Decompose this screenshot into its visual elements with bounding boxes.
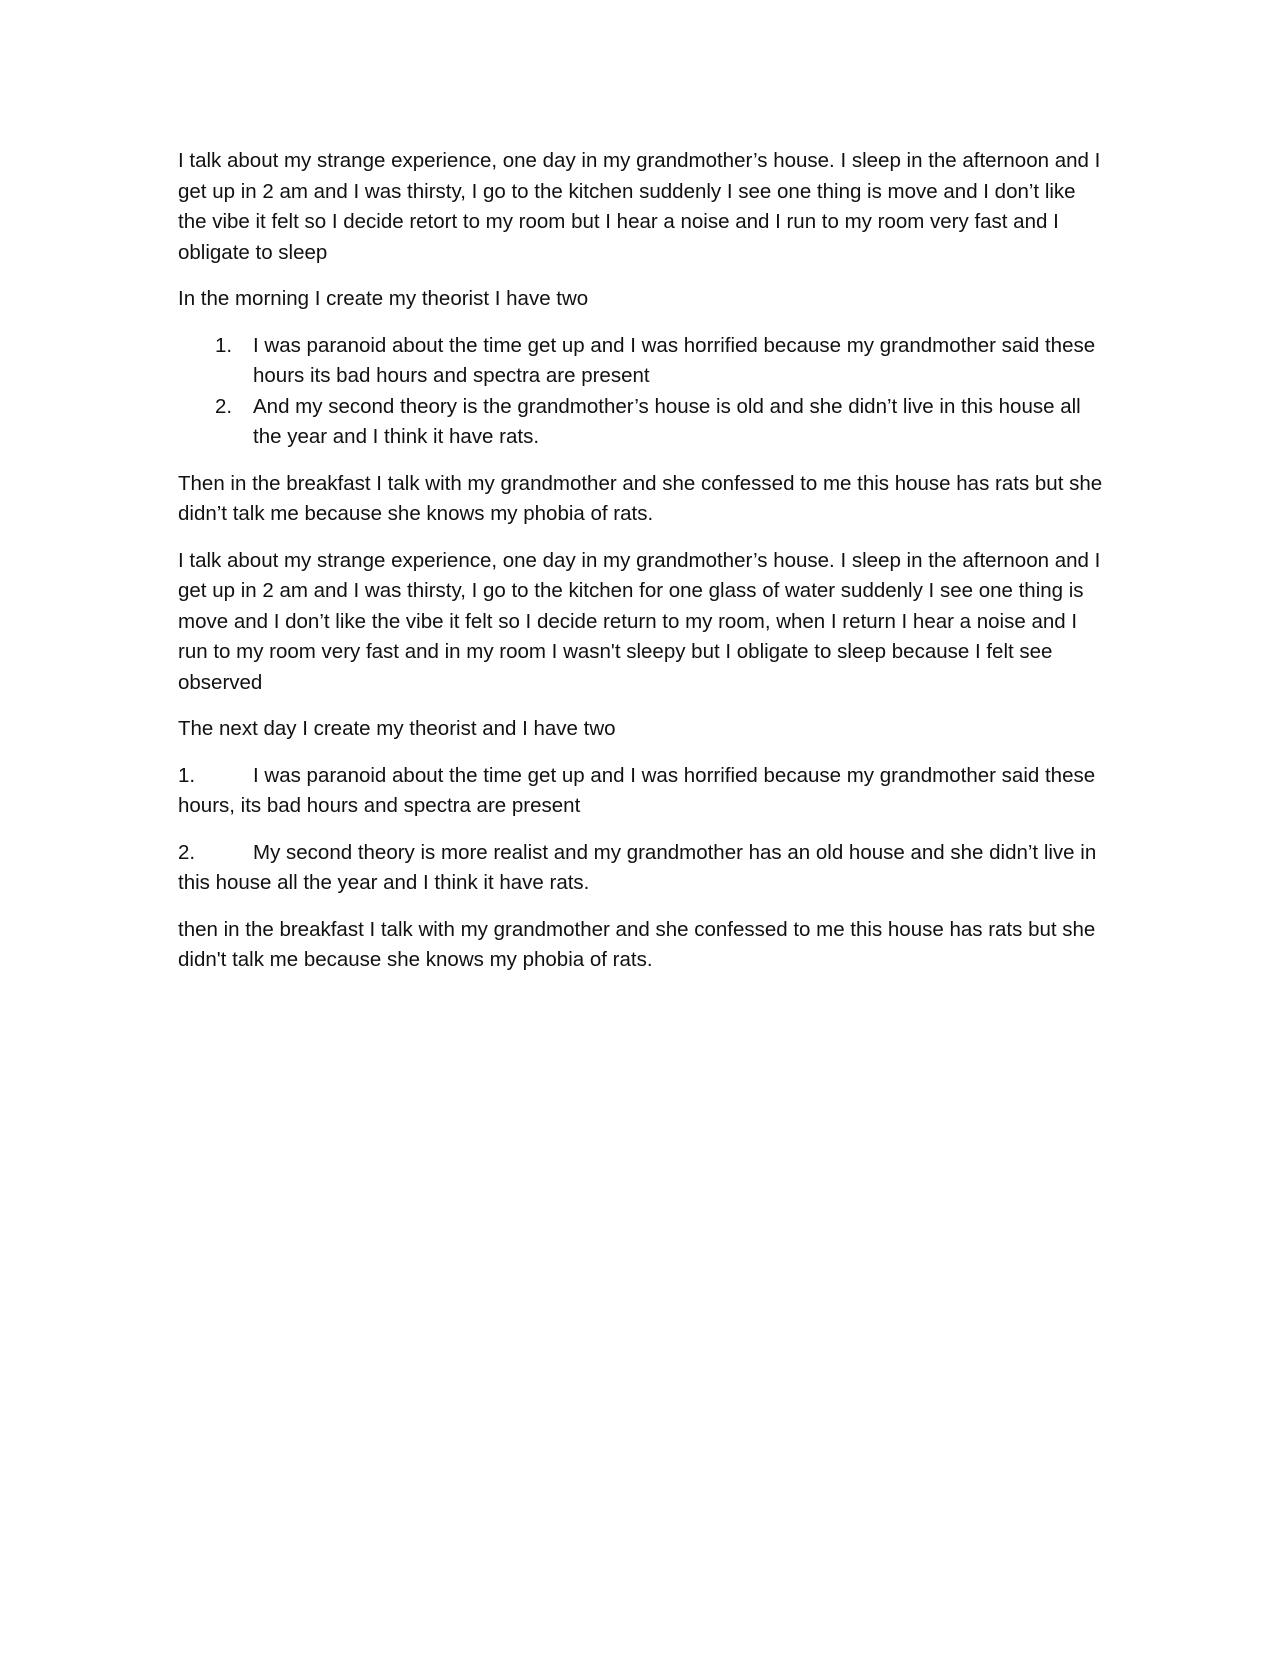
paragraph-theories-intro: In the morning I create my theorist I have two xyxy=(178,287,589,310)
list-item xyxy=(178,761,1108,822)
list-item-number: 1. xyxy=(215,333,233,357)
list-item xyxy=(178,392,1108,453)
list-item-text: And my second theory is the grandmother’s house is old and she didn’t live in this house all the year and I think it have rats. xyxy=(253,394,1081,448)
list-item-number: 2. xyxy=(178,840,196,864)
list-item-number: 2. xyxy=(215,394,233,418)
paragraph-intro: I talk about my strange experience, one day in my grandmother’s house. I sleep in the afternoon and I get up in 2 am and I was thirsty, I go to the kitchen suddenly I see one thing is move and I don’t like the vibe it felt so I decide retort to my room but I hear a noise and I run to my room very fast and I obligate to sleep xyxy=(178,149,1101,264)
list-item-text: My second theory is more realist and my grandmother has an old house and she didn’t live in this house all the year and I think it have rats. xyxy=(178,840,1097,894)
list-item-text: I was paranoid about the time get up and I was horrified because my grandmother said these hours, its bad hours and spectra are present xyxy=(178,763,1096,817)
document-body xyxy=(178,146,1108,992)
list-item xyxy=(178,838,1108,899)
list-item xyxy=(178,331,1108,392)
paragraph-breakfast: Then in the breakfast I talk with my grandmother and she confessed to me this house has rats but she didn’t talk me because she knows my phobia of rats. xyxy=(178,471,1103,525)
list-item-number: 1. xyxy=(178,763,196,787)
list-item-text: I was paranoid about the time get up and I was horrified because my grandmother said these hours its bad hours and spectra are present xyxy=(253,333,1096,387)
theory-list xyxy=(178,331,1108,453)
paragraph-theories-intro-revised: The next day I create my theorist and I have two xyxy=(178,717,616,740)
paragraph-intro-revised: I talk about my strange experience, one day in my grandmother’s house. I sleep in the afternoon and I get up in 2 am and I was thirsty, I go to the kitchen for one glass of water suddenly I see one thing is move and I don’t like the vibe it felt so I decide return to my room, when I return I hear a noise and I run to my room very fast and in my room I wasn't sleepy but I obligate to sleep because I felt see observed xyxy=(178,548,1101,694)
paragraph-closing: then in the breakfast I talk with my grandmother and she confessed to me this house has rats but she didn't talk me because she knows my phobia of rats. xyxy=(178,917,1096,971)
